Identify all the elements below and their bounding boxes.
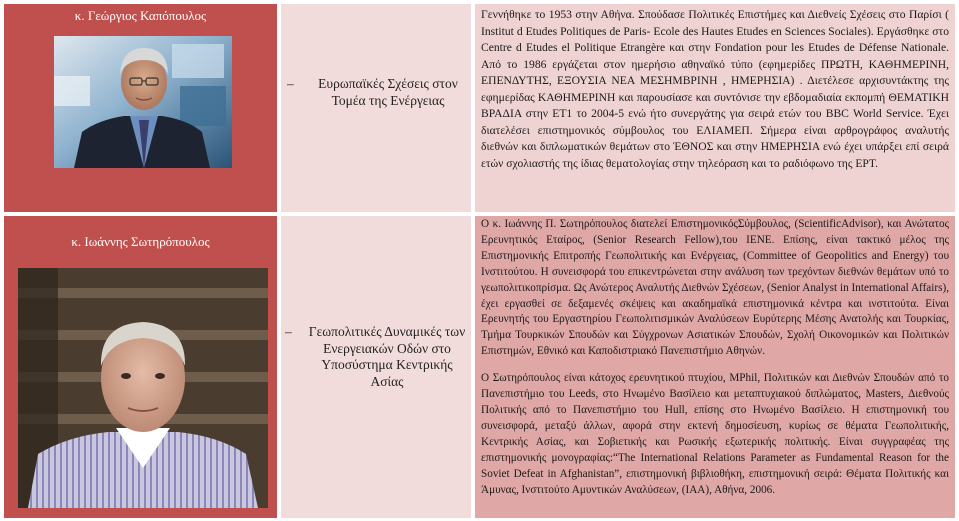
speaker-photo [18, 268, 268, 508]
bio-cell [475, 216, 955, 518]
bio-cell [475, 4, 955, 212]
bio-paragraph: Ο Σωτηρόπουλος είναι κάτοχος ερευνητικού πτυχίου, MPhil, Πολιτικών και Διεθνών Σπουδών από το Πανεπιστήμιο του Leeds, στο Ηνωμένο Βασίλειο και μεταπτυχιακού διπλώματος, Masters, Διεθνούς Πολιτικής από το Πανεπιστήμιο του Hull, επίσης στο Ηνωμένο Βασίλειο. Η επιστημονική του συνεισφορά, μεταξύ άλλων, αφορά στην εκτενή δημοσίευση, κυρίως σε θέματα Γεωπολιτικής, Κεντρικής Ασίας, και Σοβιετικής και Ρωσικής εξωτερικής πολιτικής. Είναι συγγραφέας της επιστημονικής μονογραφίας:“The International Relations Parameter as Fundamental Reason for the Soviet Defeat in Afghanistan”, επιστημονική βιβλιοθήκη, επιστημονική σειρά: Θέματα Πολιτικής και Άμυνας, Ινστιτούτο Αμυντικών Αναλύσεων, (ΙΑΑ), Αθήνα, 2006. [481, 372, 949, 496]
bio-paragraph: Ο κ. Ιωάννης Π. Σωτηρόπουλος διατελεί ΕπιστημονικόςΣύμβουλος, (ScientificAdvisor), και Ανώτατος Ερευνητικός Εταίρος, (Senior Research Fellow),του ΙΕΝΕ. Επίσης, είναι τακτικό μέλος της Επιστημονικής Επιτροπής Γεωπολιτικής και Ενέργειας, (Committee of Geopolitics and Energy) του Ινστιτούτου. Η συνεισφορά του επικεντρώνεται στην ανάλυση των τρεχόντων διεθνών θεμάτων υπό το γεωπολιτικοπρίσμα. Ως Ανώτερος Αναλυτής Διεθνών Σχέσεων, (Senior Analyst in International Affairs), έχει εργασθεί σε δεξαμενές σκέψεις και ακαδημαϊκά επιστημονικά κέντρα και ινστιτούτα. Είναι Ερευνητής του Εργαστηρίου Γεωπολιτισμικών Αναλύσεων Ευρύτερης Μέσης Ανατολής και Τουρκίας, Τμήμα Τουρκικών Σπουδών και Σύγχρονων Ασιατικών Σπουδών, Σχολή Οικονομικών και Πολιτικών Επιστημών, Εθνικό και Καποδιστριακό Πανεπιστήμιο Αθηνών. [481, 218, 949, 358]
portrait-image [18, 268, 268, 508]
topic-bullet: – [287, 76, 294, 91]
bio-text [481, 7, 949, 172]
speaker-name: κ. Ιωάννης Σωτηρόπουλος [71, 234, 210, 249]
topic-text: Ευρωπαϊκές Σχέσεις στον Τομέα της Ενέργειας [318, 76, 458, 108]
speaker-name-cell [4, 4, 277, 212]
topic [287, 76, 467, 109]
bio-text [481, 217, 949, 498]
speaker-name: κ. Γεώργιος Καπόπουλος [74, 8, 207, 23]
topic [285, 324, 467, 390]
topic-text: Γεωπολιτικές Δυναμικές των Ενεργειακών Οδών στο Υποσύστημα Κεντρικής Ασίας [308, 324, 466, 389]
speaker-name-cell [4, 216, 277, 518]
speaker-photo [54, 36, 232, 168]
topic-cell [281, 4, 471, 212]
portrait-image [54, 36, 232, 168]
bio-paragraph: Γεννήθηκε το 1953 στην Αθήνα. Σπούδασε Πολιτικές Επιστήμες και Διεθνείς Σχέσεις στο Παρίσι ( Institut d Etudes Politiques de Paris- Ecole des Hautes Etudes en Sciences Sociales). Εργάσθηκε στο Centre d Etudes el Politique Etrangère και στην Fondation pour les Etudes de Défense Nationale. Από το 1986 εργάζεται στον ημερήσιο αθηναϊκό τύπο (εφημερίδες ΠΡΩΤΗ, ΚΑΘΗΜΕΡΙΝΗ, ΕΠΕΝΔΥΤΗΣ, ΕΞΟΥΣΙΑ ΝΕΑ ΜΕΣΗΜΒΡΙΝΗ , ΗΜΕΡΗΣΙΑ) . Διετέλεσε αρχισυντάκτης της εφημερίδας ΚΑΘΗΜΕΡΙΝΗ και παρουσίασε και συντόνισε την εβδομαδιαία εκπομπή ΘΕΜΑΤΙΚΗ ΒΡΑΔΙΑ στην ΕΤ1 το 2004-5 ενώ ήτο συνεργάτης για σειρά ετών του BBC World Service. Έχει διατελέσει επιστημονικός σύμβουλος του ΕΛΙΑΜΕΠ. Σήμερα είναι αρθρογράφος αναλυτής διεθνών και διπλωματικών θεμάτων στο ΈΘΝΟΣ και στην ΗΜΕΡΗΣΙΑ ενώ έχει υπάρξει επί σειρά ετών σχολιαστής της ίδιας θεματολογίας στην τηλεόραση και το ραδιόφωνο της ΕΡΤ. [481, 8, 949, 170]
topic-cell [281, 216, 471, 518]
topic-bullet: – [285, 324, 292, 339]
